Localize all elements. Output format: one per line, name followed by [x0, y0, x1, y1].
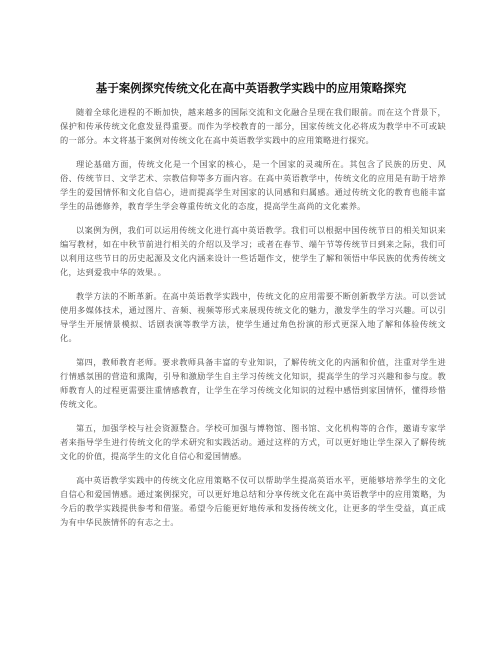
paragraph-theory: 理论基础方面，传统文化是一个国家的核心，是一个国家的灵魂所在。其包含了民族的历史、风俗、传统节日、文学艺术、宗教信仰等多方面内容。在高中英语教学中，传统文化的应用是有助于培养学生的爱国情怀和文化自信心，进而提高学生对国家的认同感和归属感。通过传统文化的教育也能丰富学生的品德修养，教育学生学会尊重传统文化的态度，提高学生高尚的文化素养。	[60, 159, 446, 211]
document-body	[60, 105, 446, 539]
paragraph-teaching-method: 教学方法的不断革新。在高中英语教学实践中，传统文化的应用需要不断创新教学方法。可以尝试使用多媒体技术，通过图片、音频、视频等形式来展现传统文化的魅力，激发学生的学习兴趣。可以引导学生开展情景模拟、话剧表演等教学方法，使学生通过角色扮演的形式更深入地了解和体验传统文化。	[60, 291, 446, 343]
paragraph-intro: 随着全球化进程的不断加快，越来越多的国际交流和文化融合呈现在我们眼前。而在这个背景下，保护和传承传统文化愈发显得重要。而作为学校教育的一部分，国家传统文化必将成为教学中不可或缺的一部分。本文将基于案例对传统文化在高中英语教学实践中的应用策略进行探究。	[60, 107, 446, 145]
paragraph-resource-integration: 第五，加强学校与社会资源整合。学校可加强与博物馆、图书馆、文化机构等的合作，邀请专家学者来指导学生进行传统文化的学术研究和实践活动。通过这样的方式，可以更好地让学生深入了解传统文化的价值，提高学生的文化自信心和爱国情感。	[60, 423, 446, 461]
document-title: 基于案例探究传统文化在高中英语教学实践中的应用策略探究	[95, 81, 407, 95]
paragraph-conclusion: 高中英语教学实践中的传统文化应用策略不仅可以帮助学生提高英语水平，更能够培养学生的文化自信心和爱国情感。通过案例探究，可以更好地总结和分享传统文化在高中英语教学中的应用策略，为今后的教学实践提供参考和借鉴。希望今后能更好地传承和发扬传统文化，让更多的学生受益，真正成为有中华民族情怀的有志之士。	[60, 475, 446, 527]
paragraph-case-example: 以案例为例，我们可以运用传统文化进行高中英语教学。我们可以根据中国传统节日的相关知识来编写教材，如在中秋节前进行相关的介绍以及学习；或者在春节、端午节等传统节日到来之际，我们可以利用这些节日的历史起源及文化内涵来设计一些话题作文，使学生了解和领悟中华民族的优秀传统文化，达到爱我中华的效果。。	[60, 225, 446, 277]
paragraph-teacher-education: 第四，教师教育老师。要求教师具备丰富的专业知识，了解传统文化的内涵和价值，注重对学生进行情感氛围的营造和熏陶，引导和激励学生自主学习传统文化知识，提高学生的学习兴趣和参与度。教师教育人的过程更需要注重情感教育，让学生在学习传统文化知识的过程中感悟到家国情怀，懂得珍惜传统文化。	[60, 357, 446, 409]
